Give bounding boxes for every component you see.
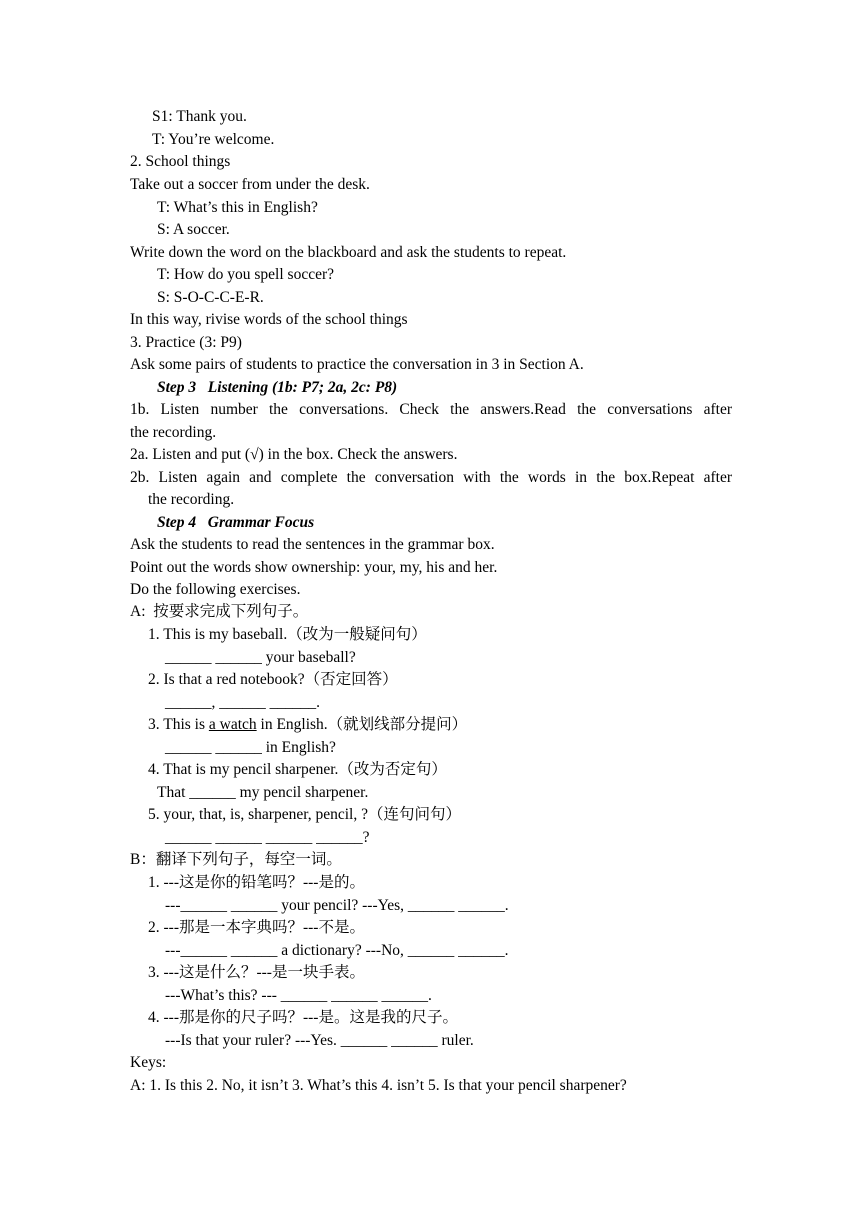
paragraph: 2b. Listen again and complete the conversation with the words in the box.Repeat after [130,469,732,486]
paragraph: the recording. [148,491,235,508]
dialogue-line: T: How do you spell soccer? [157,266,335,283]
exercise-heading: A: 按要求完成下列句子。 [130,603,309,620]
exercise-text: 3. This is [148,716,209,733]
exercise-item: 3. ---这是什么？---是一块手表。 [148,964,365,981]
step-heading: Step 3 Listening (1b: P7; 2a, 2c: P8) [157,379,398,396]
exercise-text: in English.（就划线部分提问） [256,716,468,733]
answer-blank: ______ ______ ______ ______? [165,829,370,846]
section-heading: 3. Practice (3: P9) [130,334,242,351]
section-heading: 2. School things [130,153,231,170]
dialogue-line: S1: Thank you. [152,108,247,125]
answer-blank: That ______ my pencil sharpener. [157,784,369,801]
exercise-heading: B：翻译下列句子，每空一词。 [130,851,342,868]
answer-blank: ______ ______ your baseball? [165,649,356,666]
dialogue-line: T: You’re welcome. [152,131,275,148]
paragraph: 1b. Listen number the conversations. Check the answers.Read the conversations after [130,401,732,418]
exercise-item: 2. ---那是一本字典吗？---不是。 [148,919,365,936]
answer-blank: ---______ ______ your pencil? ---Yes, ______ ______. [165,897,509,914]
exercise-item: 2. Is that a red notebook?（否定回答） [148,671,398,688]
exercise-item: 1. ---这是你的铅笔吗？---是的。 [148,874,365,891]
keys-answers: A: 1. Is this 2. No, it isn’t 3. What’s this 4. isn’t 5. Is that your pencil sharpener? [130,1077,627,1094]
paragraph: Ask the students to read the sentences in the grammar box. [130,536,495,553]
dialogue-line: T: What’s this in English? [157,199,318,216]
exercise-item [148,715,467,735]
answer-blank: ---What’s this? --- ______ ______ ______. [165,987,432,1004]
paragraph: Write down the word on the blackboard and ask the students to repeat. [130,244,567,261]
exercise-item: 4. That is my pencil sharpener.（改为否定句） [148,761,447,778]
paragraph: Take out a soccer from under the desk. [130,176,370,193]
underlined-phrase: a watch [208,716,257,733]
answer-blank: ---______ ______ a dictionary? ---No, ______ ______. [165,942,509,959]
answer-blank: ---Is that your ruler? ---Yes. ______ ______ ruler. [165,1032,474,1049]
paragraph: Do the following exercises. [130,581,301,598]
paragraph: 2a. Listen and put (√) in the box. Check the answers. [130,446,458,463]
paragraph: the recording. [130,424,217,441]
exercise-item: 4. ---那是你的尺子吗？---是。这是我的尺子。 [148,1009,458,1026]
exercise-item: 1. This is my baseball.（改为一般疑问句） [148,626,427,643]
paragraph: Ask some pairs of students to practice the conversation in 3 in Section A. [130,356,584,373]
keys-heading: Keys: [130,1054,167,1071]
answer-blank: ______ ______ in English? [165,739,336,756]
paragraph: In this way, rivise words of the school things [130,311,408,328]
paragraph: Point out the words show ownership: your, my, his and her. [130,559,498,576]
exercise-item: 5. your, that, is, sharpener, pencil, ?（连句问句） [148,806,461,823]
dialogue-line: S: S-O-C-C-E-R. [157,289,264,306]
answer-blank: ______, ______ ______. [165,694,320,711]
dialogue-line: S: A soccer. [157,221,230,238]
step-heading: Step 4 Grammar Focus [157,514,315,531]
